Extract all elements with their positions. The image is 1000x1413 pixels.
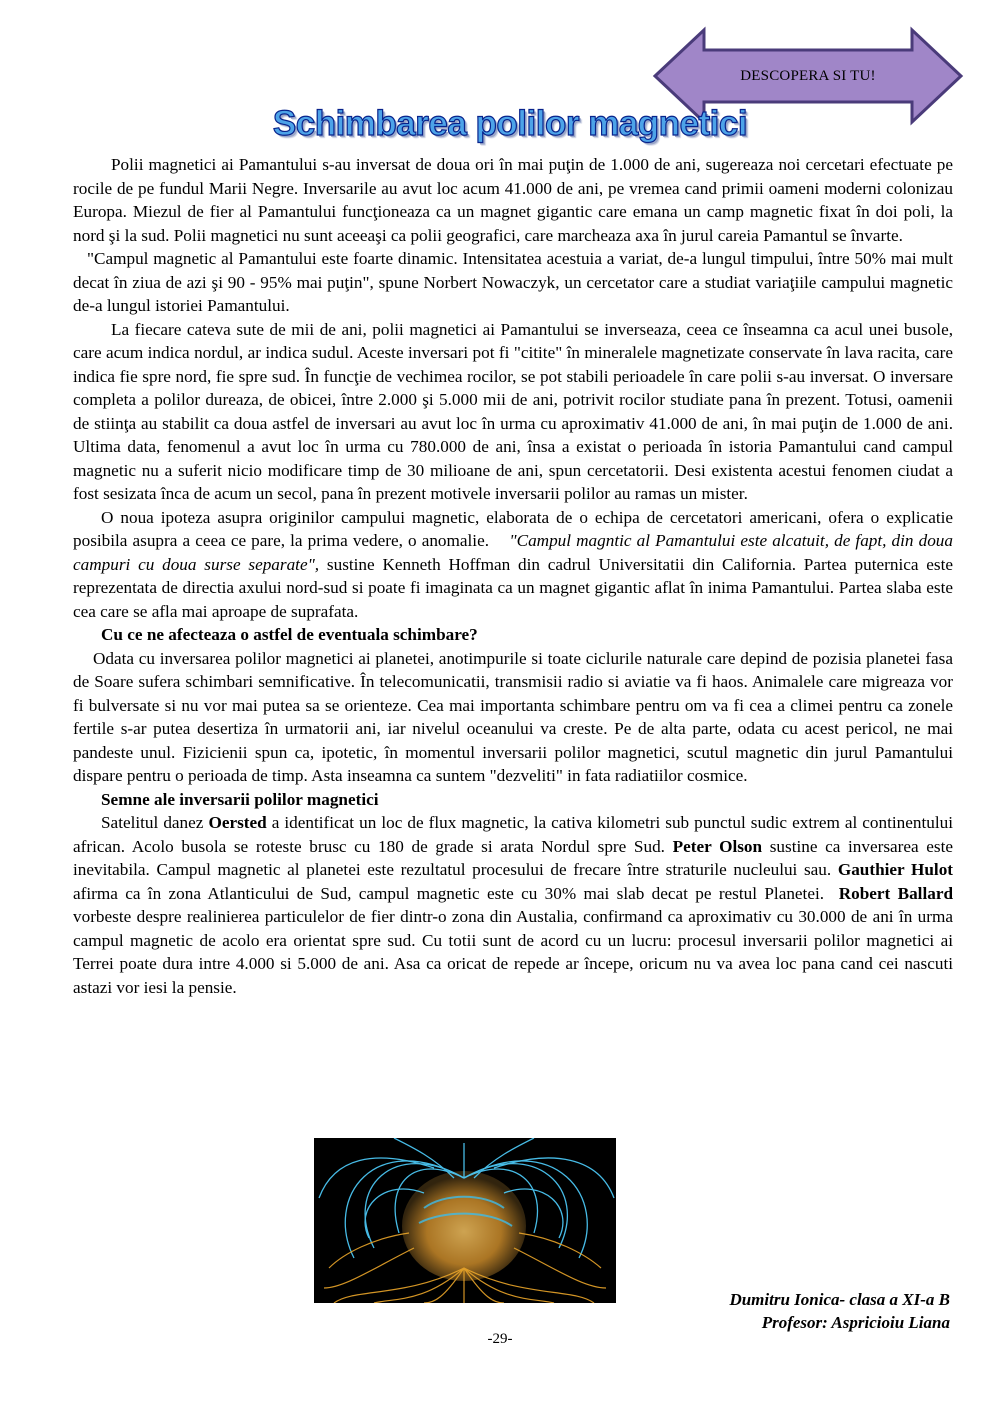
section-heading-signs: Semne ale inversarii polilor magnetici bbox=[101, 789, 379, 809]
name-gauthier-hulot: Gauthier Hulot bbox=[837, 860, 954, 879]
signs-text-1: Satelitul danez bbox=[101, 813, 204, 832]
section-effects-body: Odata cu inversarea polilor magnetici ai planetei, anotimpurile si toate ciclurile naturale care depind de pozisia planetei fasa de Soare sufera schimbari semnificative. În telecomunicatii, transmisii radio si aviatie va fi haos. Animalele care migreaza vor fi bulversate si nu vor mai putea sa se orienteze. Cea mai importanta schimbare pentru om va fi cea a climei pentru ca zonele fertile s-ar putea desertiza în urmatorii ani, iar nivelul oceanului va creste. Pe de alta parte, odata cu acest pericol, ne mai pandeste unul. Fizicienii spun ca, ipotetic, în momentul inversarii polilor magnetici, scutul magnetic din jurul Pamantului dispare pentru o perioada de timp. Asta inseamna ca suntem "dezveliti" in fata radiatiilor cosmice. bbox=[73, 648, 953, 785]
name-peter-olson: Peter Olson bbox=[672, 836, 763, 856]
magnetic-field-earth-illustration-icon bbox=[314, 1138, 616, 1303]
hoffman-quote: "Campul magntic al Pamantului este alcatuit, de fapt, din doua campuri cu doua surse separate", bbox=[73, 531, 953, 574]
paragraph-4-rest: sustine Kenneth Hoffman din cadrul Universitatii din California. Partea puternica este reprezentata de directia axului nord-sud si poate fi imaginata ca un magnet gigantic aflat în inima Pamantului. Partea slaba este cea care se afla mai aproape de suprafata. bbox=[73, 554, 954, 621]
paragraph-4-intro: O noua ipoteza asupra originilor campului magnetic, elaborata de o echipa de cercetatori americani, ofera o explicatie posibila asupra a ceea ce pare, la prima vedere, o anomalie. bbox=[73, 507, 953, 550]
badge-label: DESCOPERA SI TU! bbox=[740, 67, 876, 84]
article-body bbox=[73, 153, 953, 999]
signs-text-3: sustine ca inversarea este inevitabila. Campul magnetic al planetei este rezultatul procesului de frecare între straturile nucleului sau. bbox=[73, 836, 953, 879]
author-credits bbox=[729, 1288, 950, 1334]
signs-text-5: vorbeste despre realinierea particulelor de fier dintr-o zona din Austalia, confirmand ca aproximativ cu 30.000 de ani în urma campul magnetic de acolo era orientat spre sud. Cu totii sunt de acord cu un lucru: procesul inversarii polilor magnetici ai Terrei poate dura intre 4.000 si 5.000 de ani. Asa ca oricat de repede ar începe, oricum nu va avea loc pana cand cei nascuti astazi vor iesi la pensie. bbox=[73, 907, 953, 997]
teacher-name: Profesor: Aspricioiu Liana bbox=[761, 1313, 950, 1332]
paragraph-2: "Campul magnetic al Pamantului este foarte dinamic. Intensitatea acestuia a variat, de-a lungul timpului, între 50% mai mult decat în ziua de azi şi 90 - 95% mai puţin", spune Norbert Nowaczyk, un cercetator care a studiat variaţiile campului magnetic de-a lungul istoriei Pamantului. bbox=[73, 249, 953, 315]
signs-text-4: afirma ca în zona Atlanticului de Sud, campul magnetic este cu 30% mai slab decat pe restul Planetei. bbox=[73, 883, 825, 903]
paragraph-1: Polii magnetici ai Pamantului s-au inversat de doua ori în mai puţin de 1.000 de ani, sugereaza noi cercetari efectuate pe rocile de pe fundul Marii Negre. Inversarile au avut loc acum 41.000 de ani, pe vremea cand primii oameni moderni colonizau Europa. Miezul de fier al Pamantului funcţioneaza ca un magnet gigantic care emana un camp magnetic fixat în doi poli, la nord şi la sud. Polii magnetici nu sunt aceeaşi ca polii geografici, care marcheaza axa în jurul careia Pamantul se învarte. bbox=[73, 155, 953, 245]
signs-text-2: a identificat un loc de flux magnetic, la cativa kilometri sub punctul sudic extrem al continentului african. Acolo busola se roteste brusc cu 180 de grade si arata Nordul spre Sud. bbox=[73, 813, 953, 856]
section-heading-effects: Cu ce ne afecteaza o astfel de eventuala schimbare? bbox=[101, 625, 478, 644]
page-number: -29- bbox=[487, 1331, 513, 1347]
author-name: Dumitru Ionica- clasa a XI-a B bbox=[729, 1290, 950, 1309]
magnetic-field-image bbox=[314, 1138, 616, 1303]
section-signs-body bbox=[73, 811, 953, 999]
paragraph-4 bbox=[73, 506, 953, 624]
name-oersted: Oersted bbox=[208, 813, 267, 832]
name-robert-ballard: Robert Ballard bbox=[838, 883, 954, 903]
paragraph-3: La fiecare cateva sute de mii de ani, polii magnetici ai Pamantului se inverseaza, ceea ce înseamna ca acul unei busole, care acum indica nordul, ar indica sudul. Aceste inversari pot fi "citite" în mineralele magnetizate conservate în lava racita, care indica fie spre nord, fie spre sud. În funcţie de vechimea rocilor, se pot stabili perioadele în care polii s-au inversat. O inversare completa a polilor dureaza, de obicei, între 2.000 şi 5.000 mii de ani, potrivit rocilor studiate pana în prezent. Totusi, oamenii de stiinţa au stabilit ca doua astfel de inversari au avut loc în urma cu aproximativ 41.000 de ani, în mai puţin de 1.000 de ani. Ultima data, fenomenul a avut loc în urma cu 780.000 de ani, însa a existat o perioada în istoria Pamantului cand campul magnetic nu a suferit nicio modificare timp de 30 milioane de ani, spun cercetatorii. Desi existenta acestui fenomen ciudat a fost sesizata înca de acum un secol, pana în prezent motivele inversarii polilor au ramas un mister. bbox=[73, 319, 953, 503]
page-title: Schimbarea polilor magnetici bbox=[272, 104, 748, 143]
